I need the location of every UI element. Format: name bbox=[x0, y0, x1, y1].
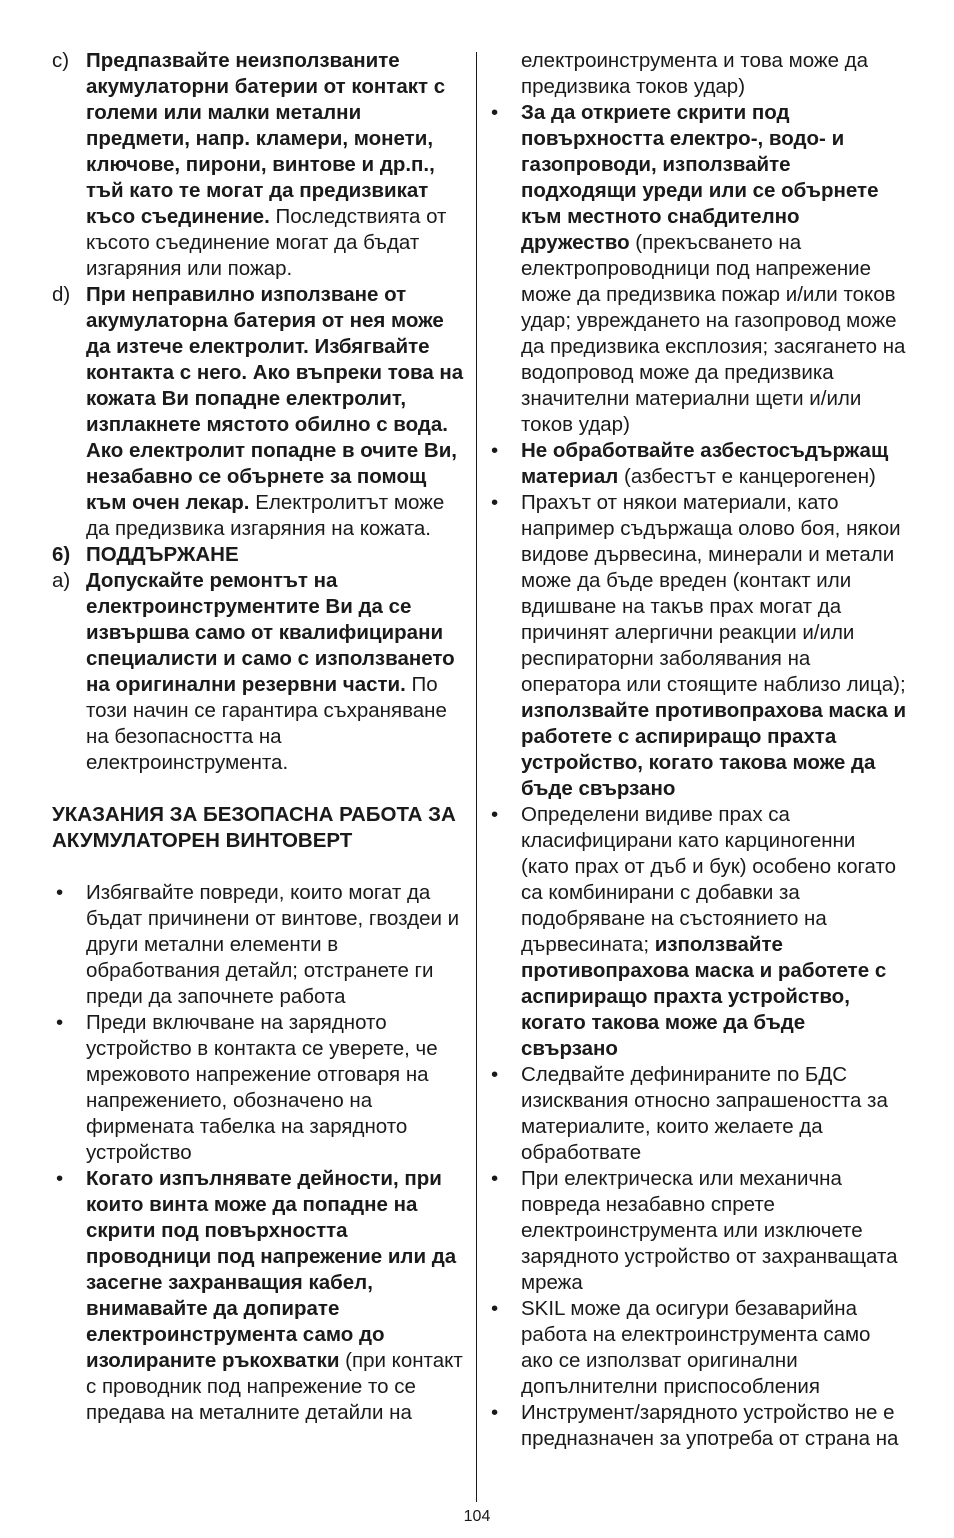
bullet-text: Прахът от някои материали, като например съдържаща олово боя, някои видове дървесина, минерали и метали може да бъде вреден (контакт или вдишване на такъв прах могат да причинят алергични реакции и/или респираторни заболявания на оператора или стоящите наблизо лица); bbox=[521, 491, 906, 696]
bullet-text: Инструмент/зарядното устройство не е предназначен за употреба от страна на bbox=[521, 1401, 899, 1450]
bullet-icon: • bbox=[491, 803, 499, 826]
bullet-bold-text: използвайте противопрахова маска и работете с аспириращо прахта устройство, когато такова може да бъде свързано bbox=[521, 933, 887, 1060]
spacer bbox=[52, 776, 468, 802]
bullet-text: Определени видиве прах са класифицирани като карциногенни (като прах от дъб и бук) особено когато са комбинирани с добавки за подобряване на състоянието на дървесината; bbox=[521, 803, 897, 956]
continuation-text-block bbox=[487, 48, 907, 100]
bullet-text: Преди включване на зарядното устройство в контакта се уверете, че мрежовото напрежение отговаря на напрежението, обозначено на фирмената табелка на зарядното устройство bbox=[86, 1011, 438, 1164]
bullet-icon: • bbox=[491, 1063, 499, 1086]
section-heading-safety: УКАЗАНИЯ ЗА БЕЗОПАСНА РАБОТА ЗА АКУМУЛАТОРЕН ВИНТОВЕРТ bbox=[52, 803, 456, 852]
bullet-item bbox=[487, 1296, 907, 1400]
left-column bbox=[52, 48, 468, 1426]
bullet-bold-text: Когато изпълнявате дейности, при които винта може да попадне на скрити под повърхността проводници под напрежение или да засегне захранващия кабел, внимавайте да допирате електроинструмента само до изолираните ръкохватки bbox=[86, 1167, 457, 1372]
bullet-bold-text: За да откриете скрити под повърхността електро-, водо- и газопроводи, използвайте подходящи уреди или се обърнете към местното снабдително дружество bbox=[521, 101, 879, 254]
bullet-text: (азбестът е канцерогенен) bbox=[618, 465, 876, 488]
bullet-text: Следвайте дефинираните по БДС изисквания относно запрашеността за материалите, които желаете да обработвате bbox=[521, 1063, 888, 1164]
bullet-icon: • bbox=[491, 1167, 499, 1190]
bullet-text: SKIL може да осигури безаварийна работа на електроинструмента само ако се използват оригинални допълнителни приспособления bbox=[521, 1297, 871, 1398]
section-title: ПОДДЪРЖАНЕ bbox=[86, 543, 239, 566]
bullet-icon: • bbox=[56, 881, 64, 904]
list-item-c bbox=[52, 48, 468, 282]
bullet-bold-text: използвайте противопрахова маска и работете с аспириращо прахта устройство, когато такова може да бъде свързано bbox=[521, 699, 907, 800]
item-marker: a) bbox=[52, 569, 71, 592]
item-marker: c) bbox=[52, 49, 70, 72]
column-divider bbox=[476, 52, 477, 1502]
item-bold-text: Допускайте ремонтът на електроинструментите Ви да се извършва само от квалифицирани специалисти и само с използването на оригинални резервни части. bbox=[86, 569, 455, 696]
page-number: 104 bbox=[463, 1508, 491, 1525]
bullet-item bbox=[487, 490, 907, 802]
bullet-text: Избягвайте повреди, които могат да бъдат причинени от винтове, гвоздеи и други метални елементи в обработвания детайл; отстранете ги преди да започнете работа bbox=[86, 881, 460, 1008]
bullet-icon: • bbox=[56, 1167, 64, 1190]
bullet-icon: • bbox=[491, 439, 499, 462]
list-item-a bbox=[52, 568, 468, 776]
bullet-icon: • bbox=[491, 491, 499, 514]
bullet-item bbox=[52, 1166, 468, 1426]
section-number: 6) bbox=[52, 543, 71, 566]
bullet-item bbox=[487, 802, 907, 1062]
bullet-item bbox=[487, 1166, 907, 1296]
bullet-item bbox=[487, 1400, 907, 1452]
spacer bbox=[52, 854, 468, 880]
continuation-text: електроинструмента и това може да предизвика токов удар) bbox=[521, 49, 869, 98]
bullet-item bbox=[52, 1010, 468, 1166]
item-text: Електролитът може да предизвика изгаряния на кожата. bbox=[86, 491, 445, 540]
bullet-item bbox=[487, 438, 907, 490]
bullet-item bbox=[487, 1062, 907, 1166]
bullet-icon: • bbox=[491, 101, 499, 124]
bullet-text: При електрическа или механична повреда незабавно спрете електроинструмента или изключете зарядното устройство от захранващата мрежа bbox=[521, 1167, 898, 1294]
item-bold-text: При неправилно използване от акумулаторна батерия от нея може да изтече електролит. Избягвайте контакта с него. Ако въпреки това на кожата Ви попадне електролит, изплакнете мястото обилно с вода. Ако електролит попадне в очите Ви, незабавно се обърнете за помощ към очен лекар. bbox=[86, 283, 464, 514]
item-text: По този начин се гарантира съхраняване на безопасността на електроинструмента. bbox=[86, 673, 447, 774]
bullet-icon: • bbox=[491, 1401, 499, 1424]
item-marker: d) bbox=[52, 283, 71, 306]
bullet-icon: • bbox=[56, 1011, 64, 1034]
bullet-item bbox=[487, 100, 907, 438]
right-column bbox=[487, 48, 907, 1452]
item-text: Последствията от късото съединение могат да бъдат изгаряния или пожар. bbox=[86, 205, 447, 280]
bullet-item bbox=[52, 880, 468, 1010]
section-heading-maintenance bbox=[52, 542, 468, 568]
list-item-d bbox=[52, 282, 468, 542]
bullet-text: (прекъсването на електропроводници под напрежение може да предизвика пожар и/или токов удар; увреждането на газопровод може да предизвика експлозия; засягането на водопровод може да предизвика значителни материални щети и/или токов удар) bbox=[521, 231, 906, 436]
item-bold-text: Предпазвайте неизползваните акумулаторни батерии от контакт с големи или малки метални предмети, напр. кламери, монети, ключове, пирони, винтове и др.п., тъй като те могат да предизвикат късо съединение. bbox=[86, 49, 446, 228]
bullet-icon: • bbox=[491, 1297, 499, 1320]
bullet-text: (при контакт с проводник под напрежение то се предава на металните детайли на bbox=[86, 1349, 463, 1424]
bullet-bold-text: Не обработвайте азбестосъдържащ материал bbox=[521, 439, 889, 488]
